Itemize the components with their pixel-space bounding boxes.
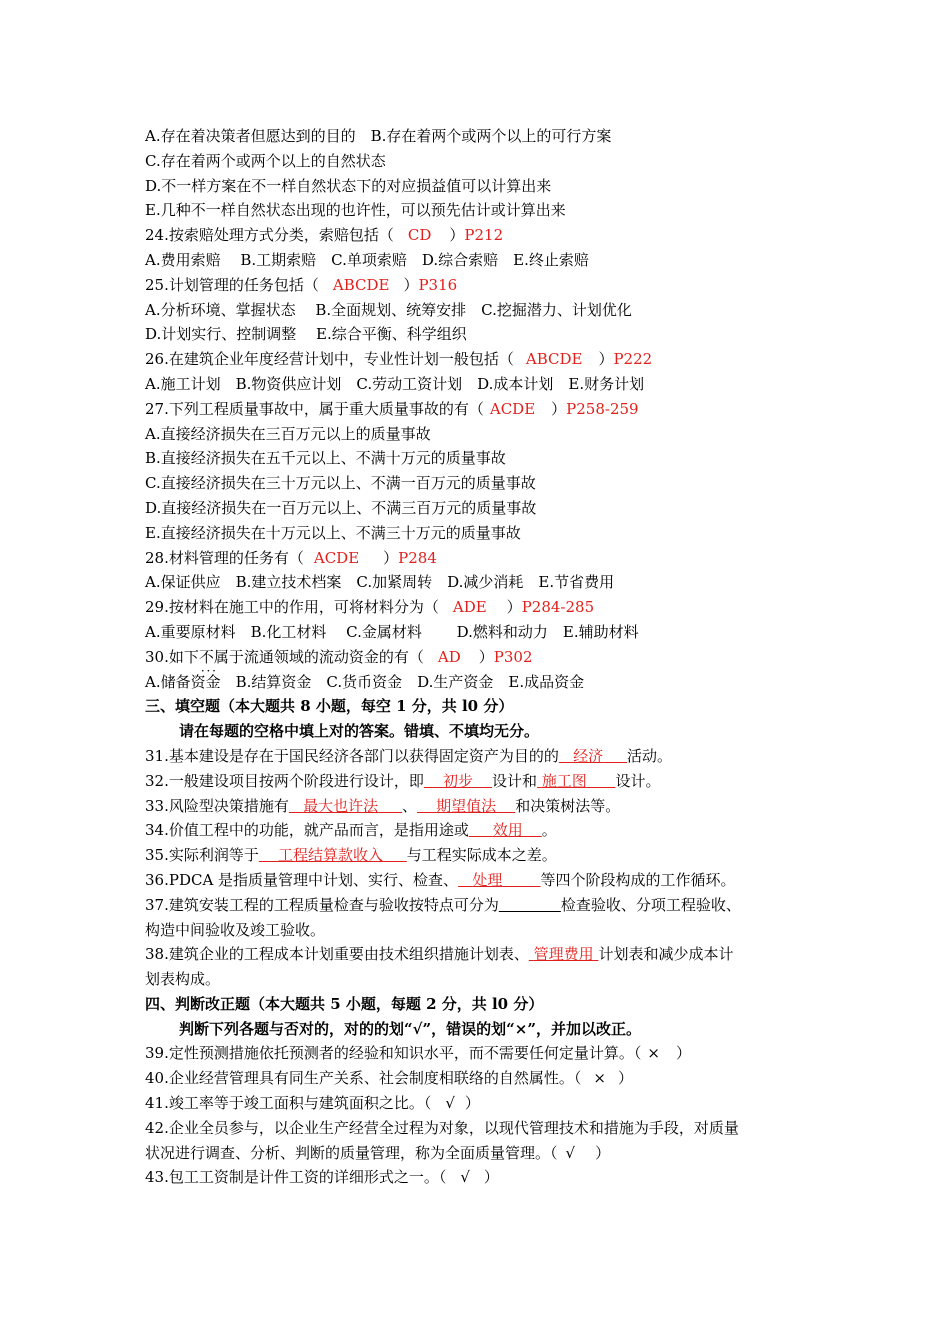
q27-option-c: C.直接经济损失在三十万元以上、不满一百万元的质量事故 xyxy=(145,474,536,493)
q43-answer: √ xyxy=(460,1168,470,1187)
q29-options: A.重要原材料 B.化工材料 C.金属材料 D.燃料和动力 E.辅助材料 xyxy=(145,622,639,641)
q25-options-2: D.计划实行、控制调整 E.综合平衡、科学组织 xyxy=(145,325,467,344)
q39: 39.定性预测措施依托预测者的经验和知识水平，而不需要任何定量计算。（ × ） xyxy=(145,1044,691,1063)
q24-page-ref: P212 xyxy=(464,226,504,245)
q40-answer: × xyxy=(593,1069,606,1088)
q23-option-c: C.存在着两个或两个以上的自然状态 xyxy=(145,151,386,170)
q28-options: A.保证供应 B.建立技术档案 C.加紧周转 D.减少消耗 E.节省费用 xyxy=(145,573,615,592)
q26-options: A.施工计划 B.物资供应计划 C.劳动工资计划 D.成本计划 E.财务计划 xyxy=(145,374,645,393)
q34-blank: 效用 xyxy=(492,821,523,840)
q25-options-1: A.分析环境、掌握状态 B.全面规划、统筹安排 C.挖掘潜力、计划优化 xyxy=(145,300,632,319)
q36-blank: 处理 xyxy=(472,870,503,889)
q41-answer: √ xyxy=(445,1094,455,1113)
q30-options: A.储备资金 B.结算资金 C.货币资金 D.生产资金 E.成品资金 xyxy=(145,672,585,691)
q38-line-1: 38.建筑企业的工程成本计划重要由技术组织措施计划表、 管理费用 计划表和减少成本计 xyxy=(145,945,734,964)
q42-answer: √ xyxy=(565,1143,576,1162)
q32-blank-1: 初步 xyxy=(442,771,473,790)
q23-options-ab: A.存在着决策者但愿达到的目的 B.存在着两个或两个以上的可行方案 xyxy=(145,127,612,145)
section4-instruction: 判断下列各题与否对的，对的的划“√”，错误的划“×”，并加以改正。 xyxy=(179,1019,641,1038)
q38-blank: 管理费用 xyxy=(533,945,594,964)
q30-page-ref: P302 xyxy=(493,647,533,666)
q37-blank xyxy=(499,896,561,914)
q28-page-ref: P284 xyxy=(398,548,437,567)
q24-stem: 24.按索赔处理方式分类，索赔包括（ CD ）P212 xyxy=(145,226,504,245)
q29-answer: ADE xyxy=(452,598,487,617)
q27-option-b: B.直接经济损失在五千元以上、不满十万元的质量事故 xyxy=(145,449,506,468)
q26-stem: 26.在建筑企业年度经营计划中，专业性计划一般包括（ ABCDE ）P222 xyxy=(145,350,653,369)
q33-blank-1: 最大也许法 xyxy=(303,796,379,815)
q43: 43.包工工资制是计件工资的详细形式之一。（ √ ） xyxy=(145,1168,499,1187)
q24-answer: CD xyxy=(407,226,432,245)
q26-answer: ABCDE xyxy=(525,350,583,369)
section4-title: 四、判断改正题（本大题共 5 小题，每题 2 分，共 l0 分） xyxy=(145,994,544,1013)
q27-option-e: E.直接经济损失在十万元以上、不满三十万元的质量事故 xyxy=(145,523,521,542)
q30-stem: 30.如下不属于 · · ·流通领域的流动资金的有（ AD ）P302 xyxy=(145,645,810,670)
q27-stem: 27.下列工程质量事故中，属于重大质量事故的有（ ACDE ）P258-259 xyxy=(145,399,639,418)
q24-options: A.费用索赔 B.工期索赔 C.单项索赔 D.综合索赔 E.终止索赔 xyxy=(145,250,589,269)
q23-option-e: E.几种不一样自然状态出现的也许性，可以预先估计或计算出来 xyxy=(145,201,566,220)
q32-blank-2: 施工图 xyxy=(541,771,587,790)
exam-content xyxy=(145,124,810,1190)
q35-blank: 工程结算款收入 xyxy=(277,846,383,865)
q33-blank-2: 期望值法 xyxy=(436,796,497,815)
q31-blank: 经济 xyxy=(573,746,604,765)
q35: 35.实际利润等于 工程结算款收入 与工程实际成本之差。 xyxy=(145,846,557,865)
section3-title: 三、填空题（本大题共 8 小题，每空 1 分，共 l0 分） xyxy=(145,697,514,716)
q28-stem: 28.材料管理的任务有（ ACDE ）P284 xyxy=(145,548,437,567)
q29-page-ref: P284-285 xyxy=(521,598,595,617)
q37-line-2: 构造中间验收及竣工验收。 xyxy=(145,920,326,939)
q28-answer: ACDE xyxy=(313,548,360,567)
q38-line-2: 划表构成。 xyxy=(145,970,221,989)
q27-answer: ACDE xyxy=(489,399,536,418)
q26-page-ref: P222 xyxy=(613,350,653,369)
q27-option-a: A.直接经济损失在三百万元以上的质量事故 xyxy=(145,424,431,443)
q25-stem: 25.计划管理的任务包括（ ABCDE ）P316 xyxy=(145,275,458,294)
q25-answer: ABCDE xyxy=(332,275,390,294)
q32: 32.一般建设项目按两个阶段进行设计，即 初步 设计和 施工图 设计。 xyxy=(145,771,661,790)
q41: 41.竣工率等于竣工面积与建筑面积之比。（ √ ） xyxy=(145,1094,480,1113)
q42-line-1: 42.企业全员参与，以企业生产经营全过程为对象，以现代管理技术和措施为手段，对质量 xyxy=(145,1118,739,1137)
section3-instruction: 请在每题的空格中填上对的答案。错填、不填均无分。 xyxy=(179,722,540,741)
q42-line-2: 状况进行调查、分析、判断的质量管理，称为全面质量管理。（ √ ） xyxy=(145,1143,611,1162)
q39-answer: × xyxy=(647,1044,660,1063)
q29-stem: 29.按材料在施工中的作用，可将材料分为（ ADE ）P284-285 xyxy=(145,598,595,617)
q34: 34.价值工程中的功能，就产品而言，是指用途或 效用 。 xyxy=(145,821,557,840)
q33: 33.风险型决策措施有 最大也许法 、 期望值法 和决策树法等。 xyxy=(145,796,621,815)
q27-option-d: D.直接经济损失在一百万元以上、不满三百万元的质量事故 xyxy=(145,498,537,517)
q31: 31.基本建设是存在于国民经济各部门以获得固定资产为目的的 经济 活动。 xyxy=(145,746,673,765)
q27-page-ref: P258-259 xyxy=(566,399,639,418)
q30-emphasis-marks: 不属于 · · · xyxy=(199,648,244,666)
q23-option-d: D.不一样方案在不一样自然状态下的对应损益值可以计算出来 xyxy=(145,176,552,195)
q40: 40.企业经营管理具有同生产关系、社会制度相联络的自然属性。（ × ） xyxy=(145,1069,633,1088)
q30-answer: AD xyxy=(437,647,461,666)
q37-line-1: 37.建筑安装工程的工程质量检查与验收按特点可分为 检查验收、分项工程验收、 xyxy=(145,895,741,914)
q36: 36.PDCA 是指质量管理中计划、实行、检查、 处理 等四个阶段构成的工作循环。 xyxy=(145,870,736,889)
q25-page-ref: P316 xyxy=(418,275,458,294)
